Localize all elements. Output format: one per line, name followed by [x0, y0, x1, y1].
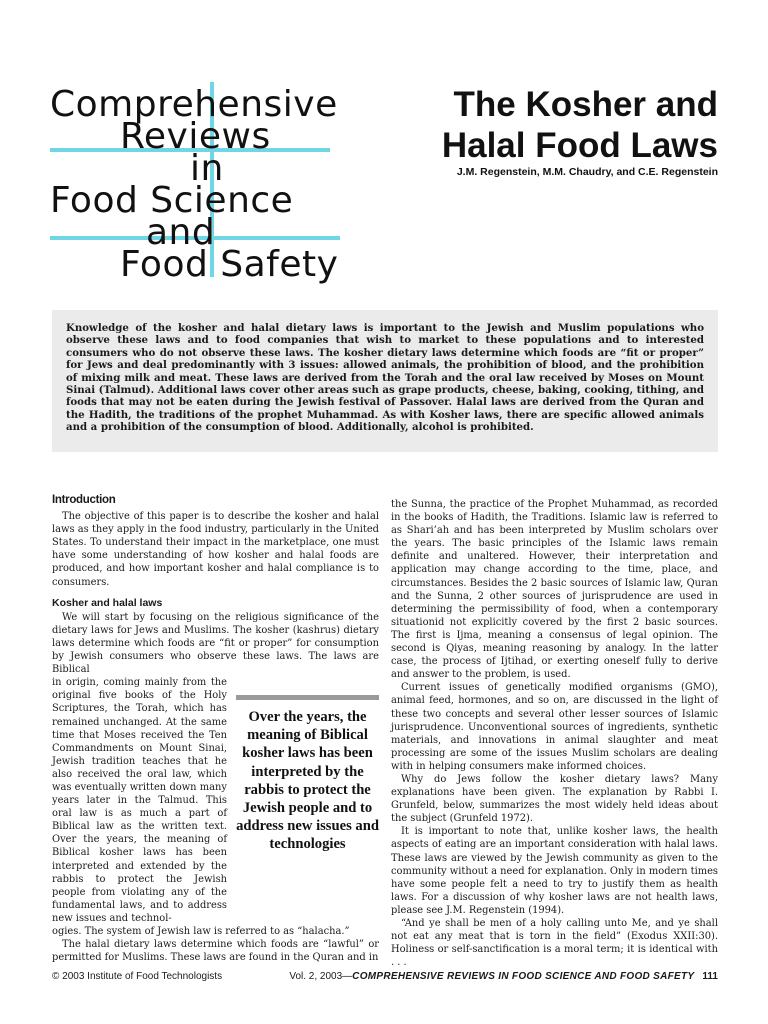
article-title-line: Halal Food Laws: [441, 126, 718, 165]
page-number: 111: [702, 971, 718, 982]
journal-logo: [50, 82, 360, 285]
footer-volume: Vol. 2, 2003—: [289, 971, 353, 982]
article-authors: J.M. Regenstein, M.M. Chaudry, and C.E. Regenstein: [456, 166, 718, 178]
pull-quote: Over the years, the meaning of Biblical kosher laws has been interpreted by the rabbis to protect the Jewish people and to address new issues and technologies: [236, 695, 379, 854]
footer-journal-name: COMPREHENSIVE REVIEWS IN FOOD SCIENCE AND FOOD SAFETY: [352, 971, 695, 982]
article-title: [388, 84, 718, 166]
paragraph: Why do Jews follow the kosher dietary laws? Many explanations have been given. The explanation by Rabbi I. Grunfeld, below, summarizes the most widely held ideas about the subject (Grunfeld 1972).: [391, 773, 718, 825]
paragraph: The objective of this paper is to describe the kosher and halal laws as they apply in the food industry, particularly in the United States. To understand their impact in the marketplace, one must have some understanding of how kosher and halal foods are produced, and how important kosher and halal compliance is to consumers.: [52, 511, 379, 588]
logo-text: Reviews: [120, 116, 271, 157]
logo-text: Food Science: [50, 180, 294, 221]
paragraph: “And ye shall be men of a holy calling unto Me, and ye shall not eat any meat that is torn in the field” (Exodus XXII:30). Holiness or self-sanctification is a moral term; it is identical with . . .: [391, 918, 718, 969]
paragraph: We will start by focusing on the religious significance of the dietary laws for Jews and Muslims. The kosher (kashrus) dietary laws determine which foods are “fit or proper” for consumption by Jewish consumers who observe these laws. The laws are Biblical: [52, 611, 379, 676]
article-title-line: The Kosher and: [453, 85, 718, 124]
abstract-text: Knowledge of the kosher and halal dietary laws is important to the Jewish and Muslim populations who observe these laws and to food companies that wish to market to these populations and to interested consumers who do not observe these laws. The kosher dietary laws determine which foods are “fit or proper” for Jews and deal predominantly with 3 issues: allowed animals, the prohibition of blood, and the prohibition of mixing milk and meat. These laws are derived from the Torah and the oral law received by Moses on Mount Sinai (Talmud). Additional laws cover other areas such as grape products, cheese, baking, cooking, tithing, and foods that may not be eaten during the Jewish festival of Passover. Halal laws are derived from the Quran and the Hadith, the traditions of the prophet Muhammad. As with Kosher laws, there are specific allowed animals and a prohibition of the consumption of blood. Additionally, alcohol is prohibited.: [66, 322, 704, 434]
paragraph: Current issues of genetically modified organisms (GMO), animal feed, hormones, and so on, are discussed in the light of these two concepts and several other lesser sources of Islamic jurisprudence. Unconventional sources of ingredients, synthetic materials, and innovations in animal slaughter and meat processing are some of the issues Muslim scholars are dealing with in helping consumers make informed choices.: [391, 682, 718, 772]
paragraph: ogies. The system of Jewish law is referred to as “halacha.”: [52, 926, 350, 937]
footer-copyright: © 2003 Institute of Food Technologists: [52, 971, 223, 982]
logo-text: Food Safety: [120, 244, 339, 285]
paragraph: the Sunna, the practice of the Prophet Muhammad, as recorded in the books of Hadith, the Traditions. Islamic law is referred to as Shari’ah and has been interpreted by Muslim scholars over the years. The basic principles of the Islamic laws remain definite and unaltered. However, their interpretation and application may change according to the time, place, and circumstances. Besides the 2 basic sources of Islamic law, Quran and the Sunna, 2 other sources of jurisprudence are used in determining the permissibility of food, when a contemporary situationid not explicitly covered by the first 2 basic sources. The first is Ijma, meaning a consensus of legal opinion. The second is Qiyas, meaning reasoning by analogy. In the latter case, the process of Ijtihad, or exerting oneself fully to derive and answer to the problem, is used.: [391, 499, 718, 681]
paragraph: It is important to note that, unlike kosher laws, the health aspects of eating are an important consideration with halal laws. These laws are viewed by the Jewish community as given to the community without a need for explanation. Only in modern times have some people felt a need to try to justify them as health laws. For a discussion of why kosher laws are not health laws, please see J.M. Regenstein (1994).: [391, 826, 718, 916]
abstract-box: [52, 310, 718, 452]
section-heading: Introduction: [52, 494, 116, 506]
paragraph: in origin, coming mainly from the original five books of the Holy Scriptures, the Torah, which has remained unchanged. At the same time that Moses received the Ten Commandments on Mount Sinai, Jewish tradition teaches that he also received the oral law, which was eventually written down many years later in the Talmud. This oral law is as much a part of Biblical law as the written text. Over the years, the meaning of Biblical kosher laws has been interpreted and extended by the rabbis to protect the Jewish people from violating any of the fundamental laws, and to address new issues and technol-: [52, 677, 227, 924]
subsection-heading: Kosher and halal laws: [52, 596, 163, 609]
logo-text: in: [190, 148, 224, 189]
footer-journal-info: [289, 971, 718, 982]
paragraph: The halal dietary laws determine which foods are “lawful” or permitted for Muslims. These laws are found in the Quran and in: [52, 939, 379, 964]
logo-text: Comprehensive: [50, 84, 338, 125]
right-column: [391, 498, 718, 969]
logo-text: and: [146, 212, 216, 253]
